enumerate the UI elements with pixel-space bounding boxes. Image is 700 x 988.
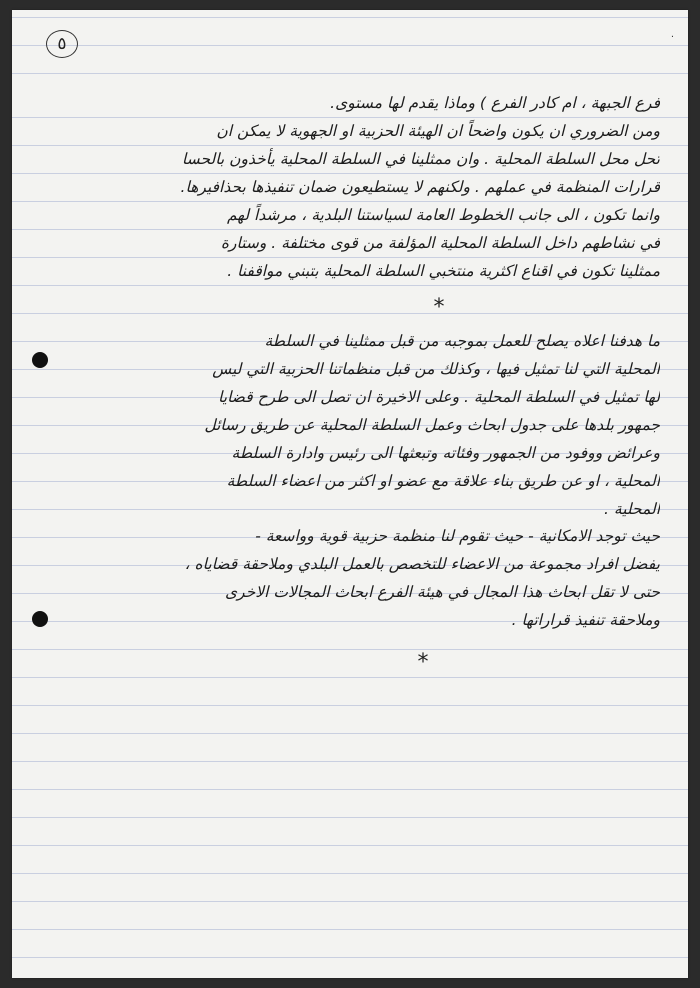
punch-hole-icon (32, 352, 48, 368)
text-line: قرارات المنظمة في عملهم . ولكنهم لا يستطيعون ضمان تنفيذها بحذافيرها. (180, 178, 660, 196)
text-line: ممثلينا تكون في اقناع اكثرية منتخبي السلطة المحلية بتبني مواقفنا . (227, 262, 660, 280)
text-line: وملاحقة تنفيذ قراراتها . (511, 611, 660, 629)
section-separator: * (417, 650, 429, 675)
letter-sheet (12, 10, 688, 978)
punch-hole-icon (32, 611, 48, 627)
paragraph-1 (72, 89, 660, 285)
page-number: ٥ (46, 30, 78, 58)
text-line: يفضل افراد مجموعة من الاعضاء للتخصص بالعمل البلدي وملاحقة قضاياه ، (184, 555, 660, 573)
text-line: ومن الضروري ان يكون واضحاً ان الهيئة الحزبية او الجهوية لا يمكن ان (216, 122, 660, 140)
text-line: المحلية ، او عن طريق بناء علاقة مع عضو او اكثر من اعضاء السلطة (226, 472, 660, 490)
text-line: تحل محل السلطة المحلية . وان ممثلينا في السلطة المحلية يأخذون بالحسا (181, 150, 660, 168)
paragraph-3 (72, 522, 660, 634)
text-line: المحلية التي لنا تمثيل فيها ، وكذلك من قبل منظماتنا الحزبية التي ليس (212, 360, 660, 378)
text-line: جمهور بلدها على جدول ابحاث وعمل السلطة المحلية عن طريق رسائل (204, 416, 660, 434)
text-line: حيث توجد الامكانية - حيث تقوم لنا منظمة حزبية قوية وواسعة - (255, 527, 660, 545)
edge-mark: · (670, 32, 674, 43)
section-separator: * (433, 295, 445, 320)
text-line: لها تمثيل في السلطة المحلية . وعلى الاخيرة ان تصل الى طرح قضايا (218, 388, 660, 406)
text-line: ما هدفنا اعلاه يصلح للعمل بموجبه من قبل ممثلينا في السلطة (264, 332, 660, 350)
text-line: وعرائض ووفود من الجمهور وفئاته وتبعثها الى رئيس وادارة السلطة (231, 444, 660, 462)
text-line: وانما تكون ، الى جانب الخطوط العامة لسياستنا البلدية ، مرشداً لهم (226, 206, 660, 224)
text-line: في نشاطهم داخل السلطة المحلية المؤلفة من قوى مختلفة . وستارة (220, 234, 660, 252)
paragraph-2 (72, 327, 660, 523)
text-line: فرع الجبهة ، ام كادر الفرع ) وماذا يقدم لها مستوى. (330, 94, 660, 112)
text-line: المحلية . (604, 500, 660, 518)
text-line: حتى لا تقل ابحاث هذا المجال في هيئة الفرع ابحاث المجالات الاخرى (225, 583, 660, 601)
